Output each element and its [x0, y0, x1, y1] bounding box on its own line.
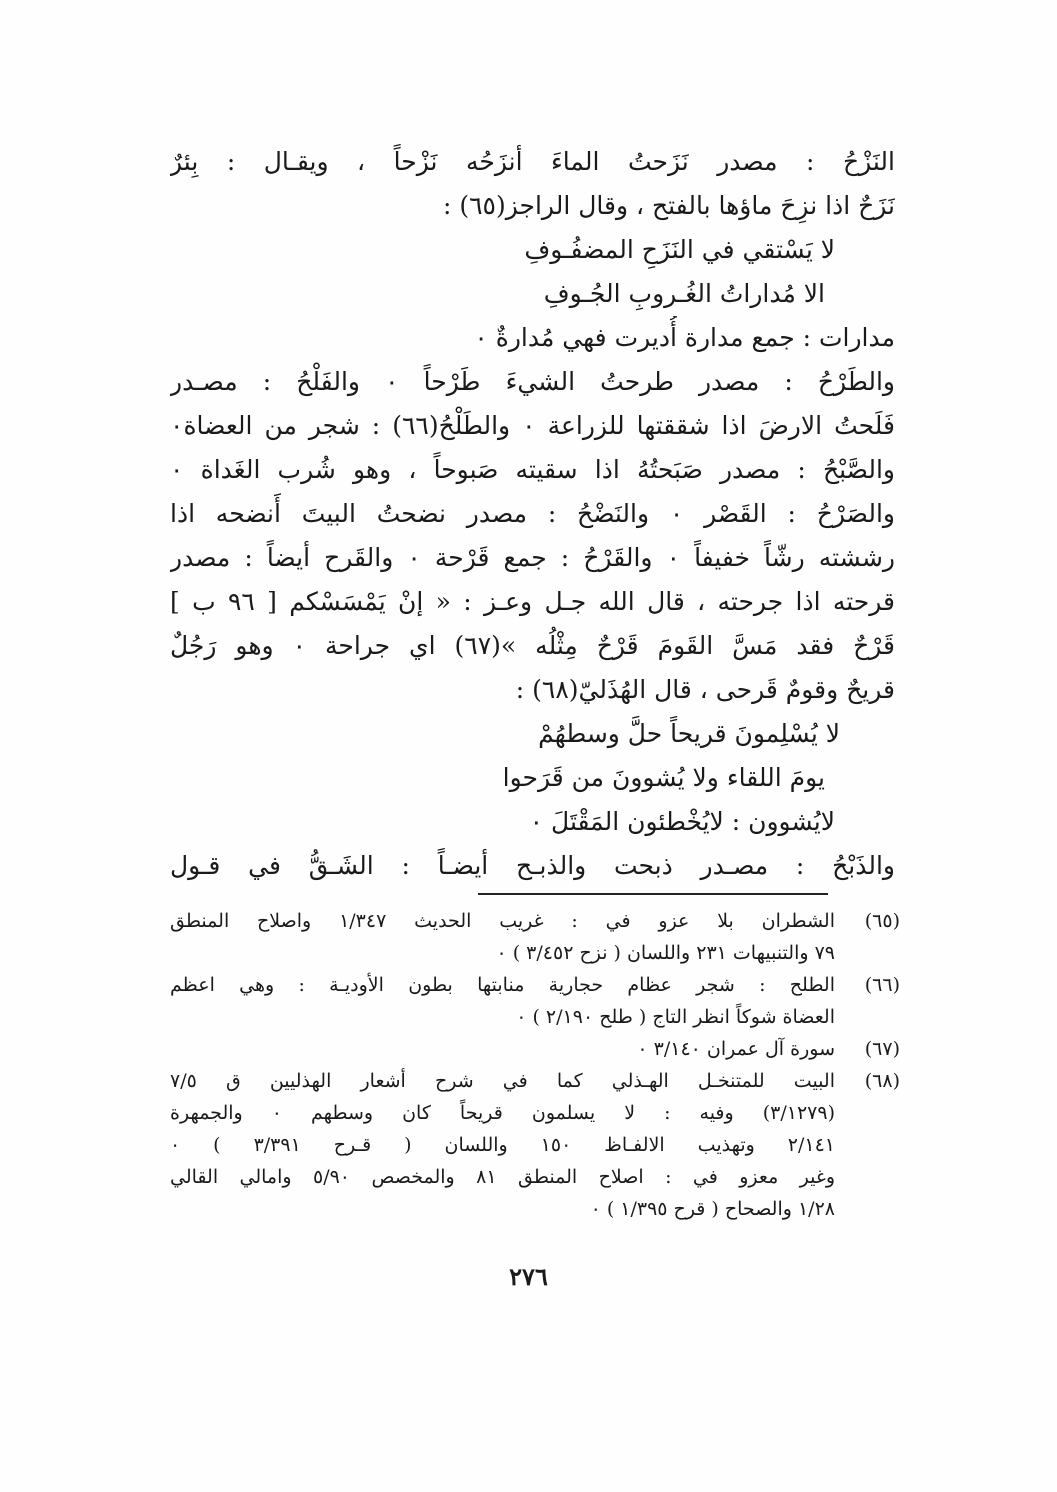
page-number: ٢٧٦	[509, 1262, 548, 1291]
text-line: لايُشوون : لايُخْطئون المَقْتَلَ ٠	[529, 807, 835, 836]
verse-line: يومَ اللقاء ولا يُشوونَ من قَرَحوا	[502, 763, 825, 792]
footnote-line: البيت للمتنخـل الهـذلي كما في شرح أشعار الهذليين ق ٧/٥	[170, 1070, 835, 1092]
footnote-line: ١/٢٨ والصحاح ( قرح ١/٣٩٥ ) ٠	[590, 1198, 835, 1220]
footnote-line: الشطران بلا عزو في : غريب الحديث ١/٣٤٧ واصلاح المنطق	[170, 910, 835, 932]
footnote-line: (٣/١٢٧٩) وفيه : لا يسلمون قريحاً كان وسطهم ٠ والجمهرة	[170, 1102, 835, 1124]
text-line: مدارات : جمع مدارة أُديرت فهي مُدارةٌ ٠	[474, 323, 895, 352]
footnote-text	[170, 1065, 835, 1225]
verse-line: لا يُسْلِمونَ قريحاً حلَّ وسطهُمْ	[538, 719, 840, 748]
text-line: نَزَحٌ اذا نزِحَ ماؤها بالفتح ، وقال الراجز(٦٥) :	[443, 191, 895, 220]
text-line: قريحٌ وقومٌ قَرحى ، قال الهُذَليّ(٦٨) :	[515, 675, 895, 704]
text-line: والصَّبْحُ : مصدر صَبَحتُهُ اذا سقيته صَبوحاً ، وهو شُرب الغَداة ٠	[170, 455, 895, 484]
footnote-number: (٦٦)	[864, 974, 900, 996]
footnote-number: (٦٨)	[864, 1070, 900, 1092]
footnote-text	[170, 1033, 835, 1065]
text-line: فَلَحتُ الارضَ اذا شققتها للزراعة ٠ والطَلْحُ(٦٦) : شجر من العضاة٠	[170, 411, 895, 440]
footnote-number: (٦٥)	[864, 910, 900, 932]
text-line: قرحته اذا جرحته ، قال الله جـل وعـز : « إنْ يَمْسَسْكم [ ٩٦ ب ]	[170, 587, 895, 616]
text-line: والطَرْحُ : مصدر طرحتُ الشيءَ طَرْحاً ٠ والفَلْحُ : مصـدر	[170, 367, 895, 396]
main-text	[170, 140, 895, 888]
footnote-line: ٢/١٤١ وتهذيب الالفـاظ ١٥٠ واللسان ( قـرح ٣/٣٩١ ) ٠	[170, 1134, 835, 1156]
verse-line: لا يَسْتقي في النَزَحِ المضفُـوفِ	[524, 235, 835, 264]
text-line: والصَرْحُ : القَصْر ٠ والنَضْحُ : مصدر نضحتُ البيتَ أَنضحه اذا	[170, 499, 895, 528]
footnote	[170, 905, 900, 969]
footnote-divider	[478, 893, 828, 895]
footnote	[170, 1033, 900, 1065]
footnote-line: الطلح : شجر عظام حجارية منابتها بطون الأوديـة : وهي اعظم	[170, 974, 835, 996]
text-line: النَزْحُ : مصدر نَزَحتُ الماءَ أنزَحُه نَزْحاً ، ويقـال : بِئرٌ	[170, 147, 895, 176]
text-line: رششته رشّاً خفيفاً ٠ والقَرْحُ : جمع قَرْحة ٠ والقَرح أيضاً : مصدر	[170, 543, 895, 572]
footnote	[170, 1065, 900, 1225]
footnote-line: سورة آل عمران ٣/١٤٠ ٠	[637, 1038, 835, 1060]
footnote-text	[170, 905, 835, 969]
footnote-number: (٦٧)	[864, 1038, 900, 1060]
text-line: والذَبْحُ : مصـدر ذبحت والذبـح أيضـاً : الشَـقُّ في قـول	[170, 851, 895, 880]
verse-line: الا مُداراتُ الغُـروبِ الجُـوفِ	[543, 279, 825, 308]
footnote-text	[170, 969, 835, 1033]
footnote-line: العضاة شوكاً انظر التاج ( طلح ٢/١٩٠ ) ٠	[516, 1006, 835, 1028]
footnotes	[170, 905, 900, 1225]
footnote	[170, 969, 900, 1033]
footnote-line: ٧٩ والتنبيهات ٢٣١ واللسان ( نزح ٣/٤٥٢ ) ٠	[496, 942, 835, 964]
footnote-line: وغير معزو في : اصلاح المنطق ٨١ والمخصص ٥/٩٠ وامالي القالي	[170, 1166, 835, 1188]
text-line: قَرْحٌ فقد مَسَّ القَومَ قَرْحٌ مِثْلُه »(٦٧) اي جراحة ٠ وهو رَجُلٌ	[170, 631, 895, 660]
